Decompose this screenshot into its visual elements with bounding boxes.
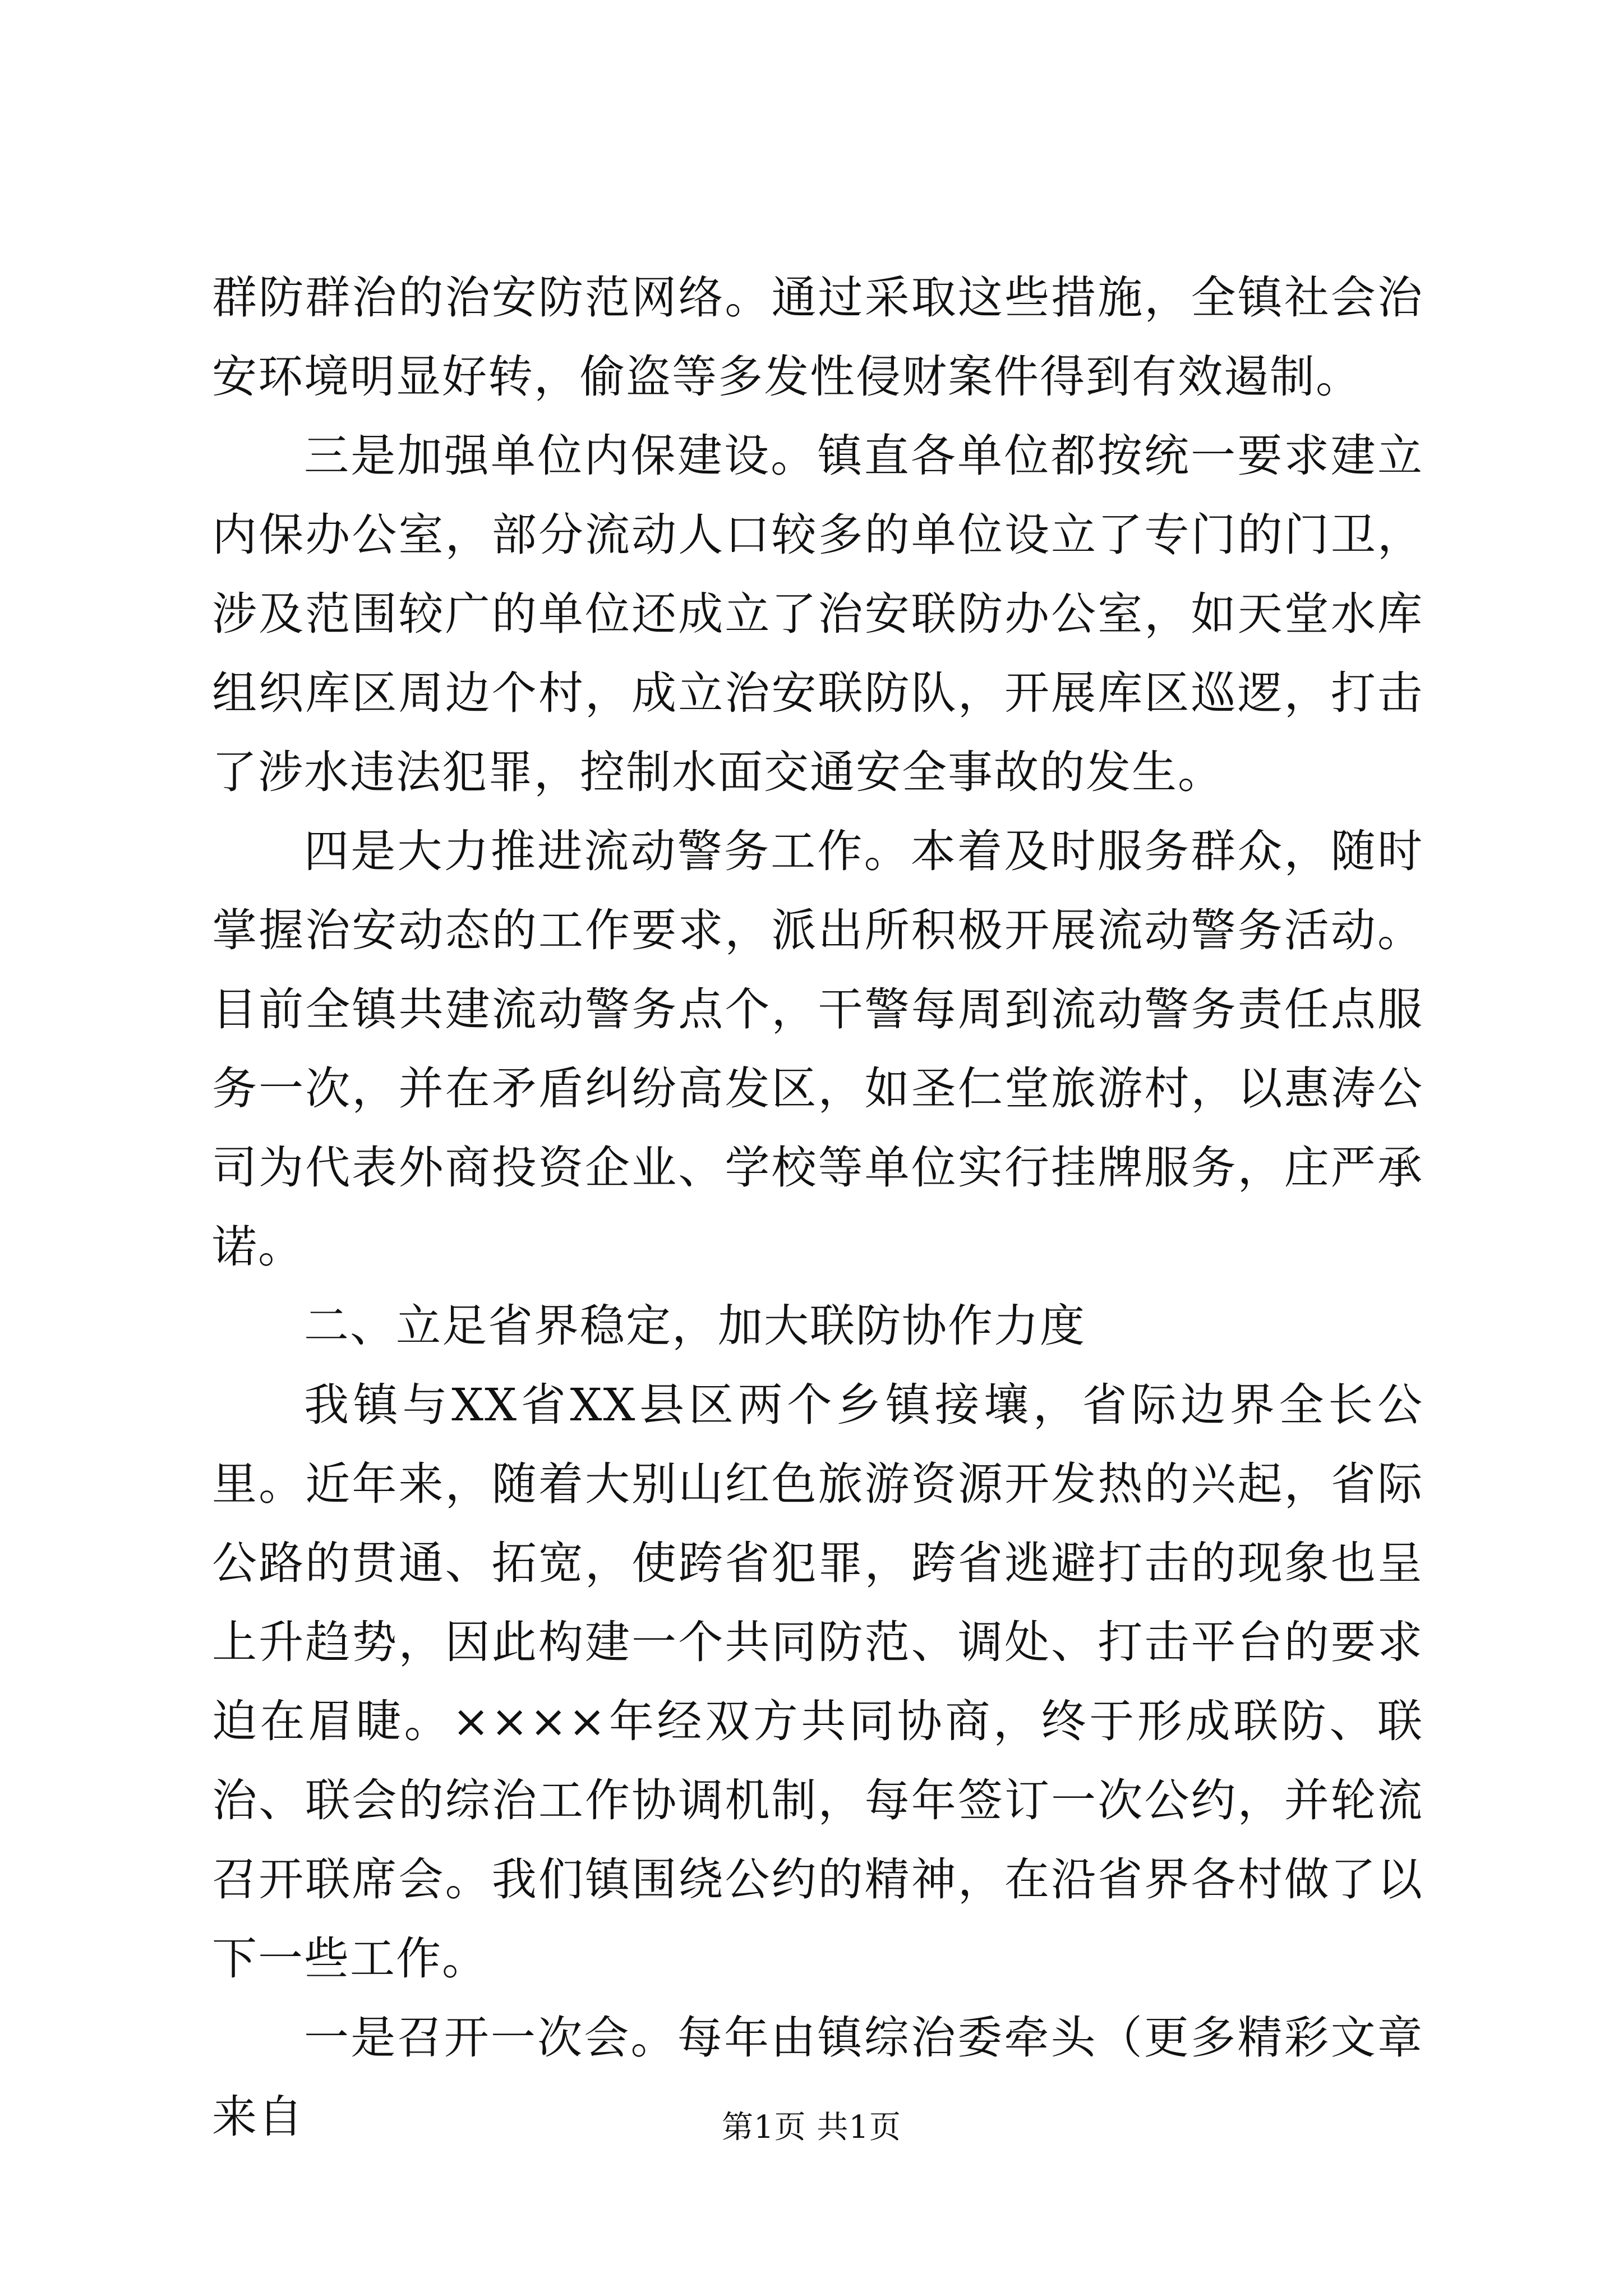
page-footer (0, 2108, 1623, 2147)
paragraph-mobile-policing: 四是大力推进流动警务工作。本着及时服务群众，随时掌握治安动态的工作要求，派出所积极开展流动警务活动。目前全镇共建流动警务点个，干警每周到流动警务责任点服务一次，并在矛盾纠纷高发区，如圣仁堂旅游村，以惠涛公司为代表外商投资企业、学校等单位实行挂牌服务，庄严承诺。 (212, 825, 1423, 1273)
paragraph-unit-security: 三是加强单位内保建设。镇直各单位都按统一要求建立内保办公室，部分流动人口较多的单位设立了专门的门卫，涉及范围较广的单位还成立了治安联防办公室，如天堂水库组织库区周边个村，成立治安联防队，开展库区巡逻，打击了涉水违法犯罪，控制水面交通安全事故的发生。 (212, 430, 1423, 798)
section-heading: 二、立足省界稳定，加大联防协作力度 (304, 1300, 1086, 1352)
paragraph-border-cooperation: 我镇与XX省XX县区两个乡镇接壤，省际边界全长公里。近年来，随着大别山红色旅游资源开发热的兴起，省际公路的贯通、拓宽，使跨省犯罪，跨省逃避打击的现象也呈上升趋势，因此构建一个共同防范、调处、打击平台的要求迫在眉睫。××××年经双方共同协商，终于形成联防、联治、联会的综治工作协调机制，每年签订一次公约，并轮流召开联席会。我们镇围绕公约的精神，在沿省界各村做了以下一些工作。 (212, 1379, 1423, 1985)
paragraph-continuation: 群防群治的治安防范网络。通过采取这些措施，全镇社会治安环境明显好转，偷盗等多发性侵财案件得到有效遏制。 (212, 272, 1423, 403)
document-body (212, 258, 1423, 2156)
page-number: 第1页 共1页 (721, 2109, 902, 2146)
paragraph-annual-meeting: 一是召开一次会。每年由镇综治委牵头（更多精彩文章来自 (212, 2012, 1423, 2143)
